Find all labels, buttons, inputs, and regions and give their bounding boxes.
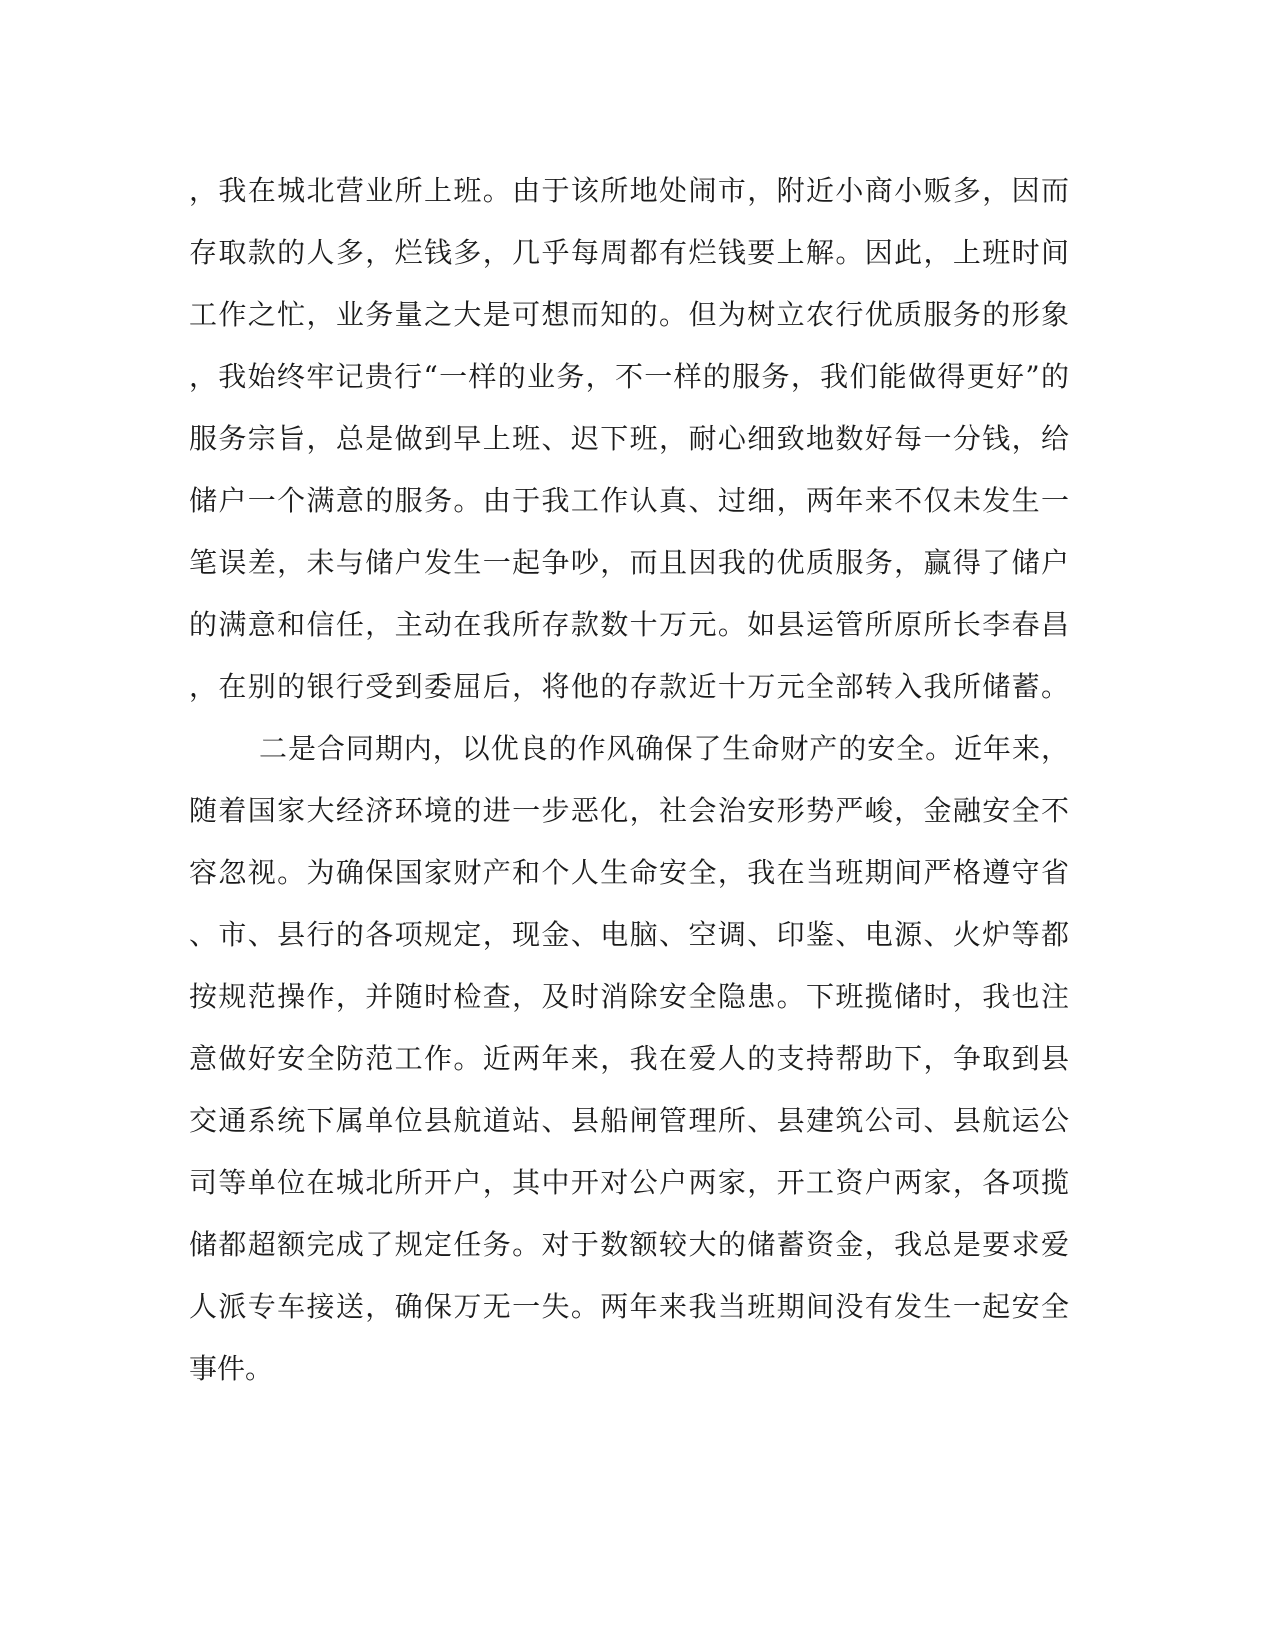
text-line: 、市、县行的各项规定，现金、电脑、空调、印鉴、电源、火炉等都: [189, 918, 1069, 951]
text-line: 交通系统下属单位县航道站、县船闸管理所、县建筑公司、县航运公: [189, 1104, 1069, 1137]
text-line: 人派专车接送，确保万无一失。两年来我当班期间没有发生一起安全: [189, 1290, 1069, 1323]
text-line: ，在别的银行受到委屈后，将他的存款近十万元全部转入我所储蓄。: [189, 670, 1069, 703]
text-line: 存取款的人多，烂钱多，几乎每周都有烂钱要上解。因此，上班时间: [189, 236, 1069, 269]
text-line: 随着国家大经济环境的进一步恶化，社会治安形势严峻，金融安全不: [189, 794, 1069, 827]
paragraph: [189, 160, 1069, 718]
text-line: 司等单位在城北所开户，其中开对公户两家，开工资户两家，各项揽: [189, 1166, 1069, 1199]
text-line: 按规范操作，并随时检查，及时消除安全隐患。下班揽储时，我也注: [189, 980, 1069, 1013]
text-line: 意做好安全防范工作。近两年来，我在爱人的支持帮助下，争取到县: [189, 1042, 1069, 1075]
text-line: 储户一个满意的服务。由于我工作认真、过细，两年来不仅未发生一: [189, 484, 1069, 517]
text-line: 二是合同期内，以优良的作风确保了生命财产的安全。近年来，: [259, 732, 1069, 765]
text-line: 事件。: [189, 1352, 274, 1385]
text-line: 的满意和信任，主动在我所存款数十万元。如县运管所原所长李春昌: [189, 608, 1069, 641]
text-line: ，我在城北营业所上班。由于该所地处闹市，附近小商小贩多，因而: [189, 174, 1069, 207]
text-line: ，我始终牢记贵行“一样的业务，不一样的服务，我们能做得更好”的: [189, 360, 1069, 393]
text-line: 服务宗旨，总是做到早上班、迟下班，耐心细致地数好每一分钱，给: [189, 422, 1069, 455]
paragraph: [189, 718, 1069, 1400]
text-line: 容忽视。为确保国家财产和个人生命安全，我在当班期间严格遵守省: [189, 856, 1069, 889]
body-text: [189, 160, 1069, 1400]
text-line: 工作之忙，业务量之大是可想而知的。但为树立农行优质服务的形象: [189, 298, 1069, 331]
text-line: 笔误差，未与储户发生一起争吵，而且因我的优质服务，赢得了储户: [189, 546, 1069, 579]
text-line: 储都超额完成了规定任务。对于数额较大的储蓄资金，我总是要求爱: [189, 1228, 1069, 1261]
